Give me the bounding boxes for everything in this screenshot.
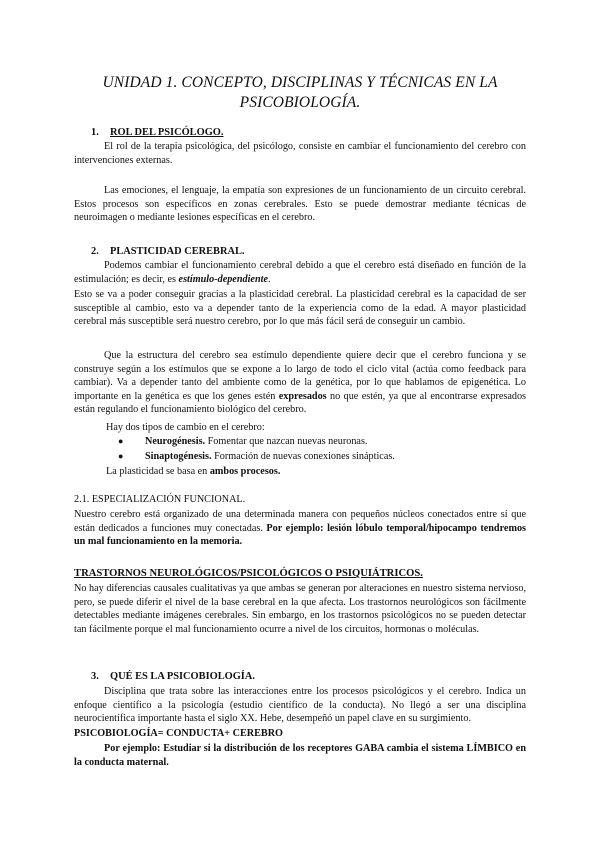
section-1-paragraph-2: Las emociones, el lenguaje, la empatía son expresiones de un funcionamiento de un circuito cerebral. Estos procesos son específicos en zonas cerebrales. Esto se puede demostrar mediante técnicas de neuroimagen o mediante lesiones específicas en el cerebro. <box>74 185 526 224</box>
disorders-heading <box>74 567 526 581</box>
section-2-1-paragraph <box>74 508 526 549</box>
document-title <box>70 73 530 113</box>
synaptogenesis-text: Formación de nuevas conexiones sinápticas. <box>211 451 395 462</box>
section-3-title: QUÉ ES LA PSICOBIOLOGÍA. <box>110 671 255 682</box>
bullet-synaptogenesis <box>118 450 395 464</box>
section-2-1-example: Por ejemplo: lesión lóbulo temporal/hipocampo tendremos un mal funcionamiento en la memoria. <box>74 522 526 548</box>
neurogenesis-term: Neurogénesis. <box>145 436 206 447</box>
section-3-example: Por ejemplo: Estudiar si la distribución de los receptores GABA cambia el sistema LÍMBICO en la conducta maternal. <box>74 743 526 768</box>
disorders-paragraph: No hay diferencias causales cualitativas ya que ambas se generan por alteraciones en nuestro sistema nervioso, pero, se puede diferir el nivel de la base cerebral en la que afecta. Los trastornos neurológicos son fácilmente detectables mediante imágenes cerebrales. Sin embargo, en los trastornos psicológicos no se pueden detectar tan fácilmente porque el mal funcionamiento ocurre a nivel de los circuitos, hormonas o moléculas. <box>74 583 526 635</box>
expressed-term: expresados <box>278 390 327 402</box>
title-line-2: PSICOBIOLOGÍA. <box>239 94 361 111</box>
synaptogenesis-term: Sinaptogénesis. <box>145 451 212 462</box>
section-2-title: PLASTICIDAD CEREBRAL. <box>110 246 245 257</box>
section-1-title: ROL DEL PSICÓLOGO. <box>110 127 224 138</box>
section-2-paragraph-5-text: La plasticidad se basa en <box>106 466 210 477</box>
bullet-icon: ● <box>118 436 124 446</box>
section-3-heading <box>91 670 255 684</box>
section-3-paragraph: Disciplina que trata sobre las interacciones entre los procesos psicológicos y el cerebro. Indica un enfoque científico a la psicología (estudio científico de la conducta). No llegó a ser una disciplina neurocientífica importante hasta el siglo XX. Hebe, desempeñó un papel clave en su surgimiento. <box>74 686 526 725</box>
bullet-neurogenesis <box>118 435 367 449</box>
psychobiology-formula: PSICOBIOLOGÍA= CONDUCTA+ CEREBRO <box>74 728 283 739</box>
stimulus-dependent-term: estímulo-dependiente <box>178 273 268 285</box>
section-1-paragraph-1: El rol de la terapia psicológica, del psicólogo, consiste en cambiar el funcionamiento del cerebro con intervenciones externas. <box>74 141 526 166</box>
section-2-paragraph-3-text: Que la estructura del cerebro sea estímulo dependiente quiere decir que el cerebro funciona y se construye según a los estímulos que se expone a lo largo de todo el ciclo vital (actúa como feedback para cambiar). Va a depender tanto del ambiente como de la genética, por lo que hablamos de epigenética. Lo importante en la genética es que los genes estén <box>74 350 526 402</box>
section-2-paragraph-5 <box>106 465 526 479</box>
disorders-title: TRASTORNOS NEUROLÓGICOS/PSICOLÓGICOS O PSIQUIÁTRICOS. <box>74 568 423 579</box>
section-2-paragraph-1-end: . <box>267 273 271 285</box>
section-1-heading <box>91 126 223 140</box>
section-2-paragraph-1 <box>74 259 526 286</box>
section-2-paragraph-2: Esto se va a poder conseguir gracias a la plasticidad cerebral. La plasticidad cerebral es la capacidad de ser susceptible al cambio, esto va a depender tanto de la experiencia como de la edad. A mayor plasticidad cerebral más susceptible será nuestro cerebro, por lo que más fácil será de conseguir un cambio. <box>74 289 526 328</box>
section-2-paragraph-3 <box>74 349 526 417</box>
section-2-paragraph-3-end: no que estén, ya que al encontrarse expresados están regulando el funcionamiento biológico del cerebro. <box>74 390 526 416</box>
neurogenesis-text: Fomentar que nazcan nuevas neuronas. <box>205 436 368 447</box>
section-3-number: 3. <box>91 671 99 682</box>
section-2-1-heading: 2.1. ESPECIALIZACIÓN FUNCIONAL. <box>74 494 246 505</box>
title-line-1: UNIDAD 1. CONCEPTO, DISCIPLINAS Y TÉCNICAS EN LA <box>102 74 498 91</box>
both-processes-term: ambos procesos. <box>209 466 281 477</box>
section-1-number: 1. <box>91 127 99 138</box>
section-2-1-text: Nuestro cerebro está organizado de una determinada manera con pequeños núcleos conectados entre sí que están dedicados a funciones muy conectadas. <box>74 509 526 534</box>
section-2-number: 2. <box>91 246 99 257</box>
section-2-heading <box>91 245 245 259</box>
section-2-paragraph-4: Hay dos tipos de cambio en el cerebro: <box>106 422 265 433</box>
section-2-paragraph-1-text: Podemos cambiar el funcionamiento cerebral debido a que el cerebro está diseñado en función de la estimulación; es decir, es <box>74 260 526 285</box>
bullet-icon: ● <box>118 451 124 461</box>
